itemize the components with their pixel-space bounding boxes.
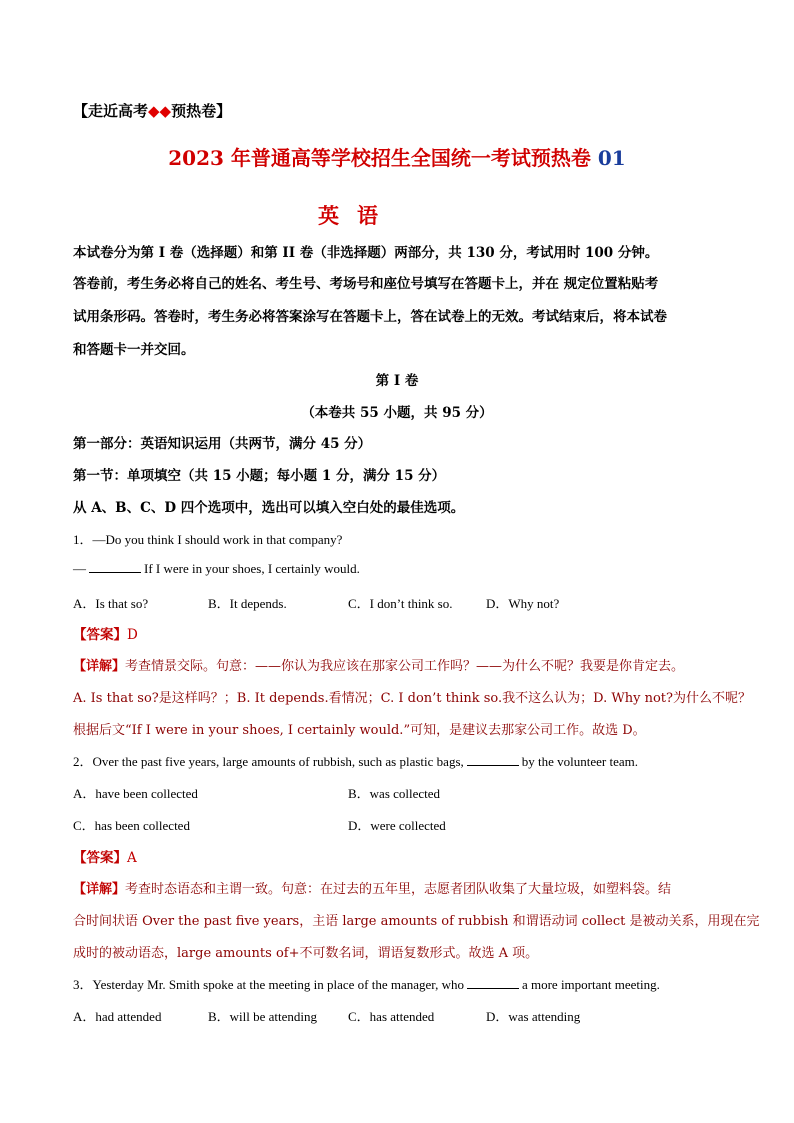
question-1-detail-3: 根据后文“If I were in your shoes, I certainly would.”可知，是建议去那家公司工作。故选 D。 xyxy=(73,723,646,738)
paper-tag xyxy=(73,100,231,121)
question-3-option-a: A．had attended xyxy=(73,1009,162,1024)
question-3-option-d: D．was attending xyxy=(486,1009,581,1024)
question-1-detail-1: 【详解】考查情景交际。句意：——你认为我应该在那家公司工作吗？——为什么不呢？我要是你肯定去。 xyxy=(73,659,685,674)
answer-blank xyxy=(467,977,519,989)
volume-note: （本卷共 55 小题，共 95 分） xyxy=(301,405,493,421)
intro-line-3: 试用条形码。答卷时，考生务必将答案涂写在答题卡上，答在试卷上的无效。考试结束后，将本试卷 xyxy=(73,309,667,325)
question-1-option-c: C．I don’t think so. xyxy=(348,596,453,611)
question-3-option-c: C．has attended xyxy=(348,1009,435,1024)
question-1-detail-2: A. Is that so?是这样吗？；B. It depends.看情况；C. I don’t think so.我不这么认为；D. Why not?为什么不呢？ xyxy=(73,691,751,706)
paper-tag-left: 【走近高考 xyxy=(73,102,149,120)
exam-title-main: 2023 年普通高等学校招生全国统一考试预热卷 xyxy=(168,146,591,170)
exam-title-number: 01 xyxy=(597,146,626,170)
question-2-detail-2: 合时间状语 Over the past five years，主语 large amounts of rubbish 和谓语动词 collect 是被动关系，用现在完 xyxy=(73,914,760,929)
question-2-detail-3: 成时的被动语态，large amounts of+不可数名词，谓语复数形式。故选 A 项。 xyxy=(73,946,539,961)
question-1-answer: 【答案】D xyxy=(73,627,138,643)
section-heading: 第一节：单项填空（共 15 小题；每小题 1 分，满分 15 分） xyxy=(73,468,446,484)
question-1-option-a: A．Is that so? xyxy=(73,596,149,611)
intro-line-1: 本试卷分为第 I 卷（选择题）和第 II 卷（非选择题）两部分，共 130 分，考试用时 100 分钟。 xyxy=(73,245,659,261)
exam-title xyxy=(0,142,794,171)
question-1-stem: 1．—Do you think I should work in that company? xyxy=(73,532,343,547)
question-1-option-d: D．Why not? xyxy=(486,596,560,611)
paper-tag-right: 预热卷】 xyxy=(171,102,232,120)
question-2-option-b: B．was collected xyxy=(348,786,441,801)
volume-heading: 第 I 卷 xyxy=(375,373,419,389)
question-2-option-a: A．have been collected xyxy=(73,786,198,801)
question-2-option-c: C．has been collected xyxy=(73,818,190,833)
part-heading: 第一部分：英语知识运用（共两节，满分 45 分） xyxy=(73,436,372,452)
question-3-option-b: B．will be attending xyxy=(208,1009,318,1024)
question-1-stem-2: — If I were in your shoes, I certainly would. xyxy=(73,561,360,576)
question-2-option-d: D．were collected xyxy=(348,818,446,833)
question-1-option-b: B．It depends. xyxy=(208,596,287,611)
diamond-icon: ◆◆ xyxy=(148,102,172,120)
intro-line-2: 答卷前，考生务必将自己的姓名、考生号、考场号和座位号填写在答题卡上，并在 规定位置粘贴考 xyxy=(73,276,659,292)
question-2-answer: 【答案】A xyxy=(73,850,137,866)
instruction: 从 A、B、C、D 四个选项中，选出可以填入空白处的最佳选项。 xyxy=(73,500,465,516)
question-2-stem: 2．Over the past five years, large amounts of rubbish, such as plastic bags, by the volunteer team. xyxy=(73,754,638,769)
subject-heading: 英语 xyxy=(318,203,396,228)
question-2-detail-1: 【详解】考查时态语态和主谓一致。句意：在过去的五年里，志愿者团队收集了大量垃圾，如塑料袋。结 xyxy=(73,882,672,897)
intro-line-4: 和答题卡一并交回。 xyxy=(73,342,195,358)
answer-blank xyxy=(467,754,519,766)
question-3-stem: 3．Yesterday Mr. Smith spoke at the meeting in place of the manager, who a more important meeting. xyxy=(73,977,660,992)
answer-blank xyxy=(89,561,141,573)
